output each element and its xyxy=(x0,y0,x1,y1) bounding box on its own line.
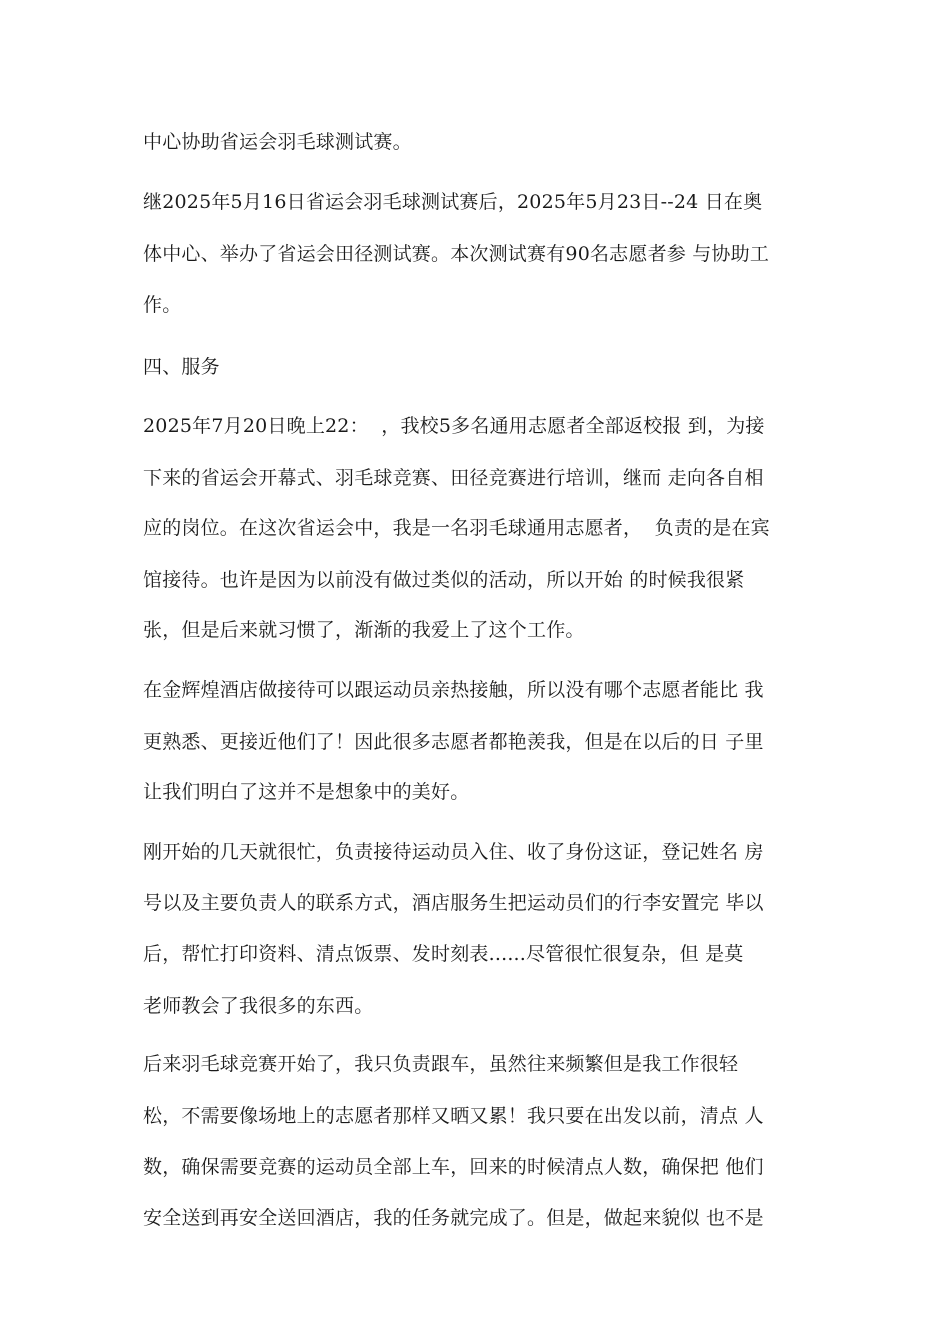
text-line: 继2025年5月16日省运会羽毛球测试赛后，2025年5月23日--24 日在奥 xyxy=(143,191,763,213)
section-heading: 四、服务 xyxy=(143,356,220,378)
text-line: 数，确保需要竞赛的运动员全部上车，回来的时候清点人数，确保把 他们 xyxy=(143,1156,764,1178)
text-line: 刚开始的几天就很忙，负责接待运动员入住、收了身份这证，登记姓名 房 xyxy=(143,841,764,863)
text-line: 下来的省运会开幕式、羽毛球竞赛、田径竞赛进行培训，继而 走向各自相 xyxy=(143,467,764,489)
text-line: 作。 xyxy=(143,294,182,316)
text-line: 老师教会了我很多的东西。 xyxy=(143,995,374,1017)
text-line: 让我们明白了这并不是想象中的美好。 xyxy=(143,781,470,803)
text-line: 更熟悉、更接近他们了！因此很多志愿者都艳羡我，但是在以后的日 子里 xyxy=(143,731,764,753)
text-line: 安全送到再安全送回酒店，我的任务就完成了。但是，做起来貌似 也不是 xyxy=(143,1207,764,1229)
text-line: 体中心、举办了省运会田径测试赛。本次测试赛有90名志愿者参 与协助工 xyxy=(143,243,770,265)
text-line: 在金辉煌酒店做接待可以跟运动员亲热接触，所以没有哪个志愿者能比 我 xyxy=(143,679,764,701)
text-line: 松，不需要像场地上的志愿者那样又晒又累！我只要在出发以前，清点 人 xyxy=(143,1105,764,1127)
text-line: 馆接待。也许是因为以前没有做过类似的活动，所以开始 的时候我很紧 xyxy=(143,569,745,591)
text-line: 后来羽毛球竞赛开始了，我只负责跟车，虽然往来频繁但是我工作很轻 xyxy=(143,1053,739,1075)
text-line: 张，但是后来就习惯了，渐渐的我爱上了这个工作。 xyxy=(143,619,585,641)
text-line: 中心协助省运会羽毛球测试赛。 xyxy=(143,131,412,153)
text-line: 后，帮忙打印资料、清点饭票、发时刻表......尽管很忙很复杂，但 是莫 xyxy=(143,943,744,965)
text-line: 号以及主要负责人的联系方式，酒店服务生把运动员们的行李安置完 毕以 xyxy=(143,892,764,914)
text-line: 应的岗位。在这次省运会中，我是一名羽毛球通用志愿者， 负责的是在宾 xyxy=(143,517,770,539)
text-line: 2025年7月20日晚上22： ，我校5多名通用志愿者全部返校报 到，为接 xyxy=(143,415,765,437)
